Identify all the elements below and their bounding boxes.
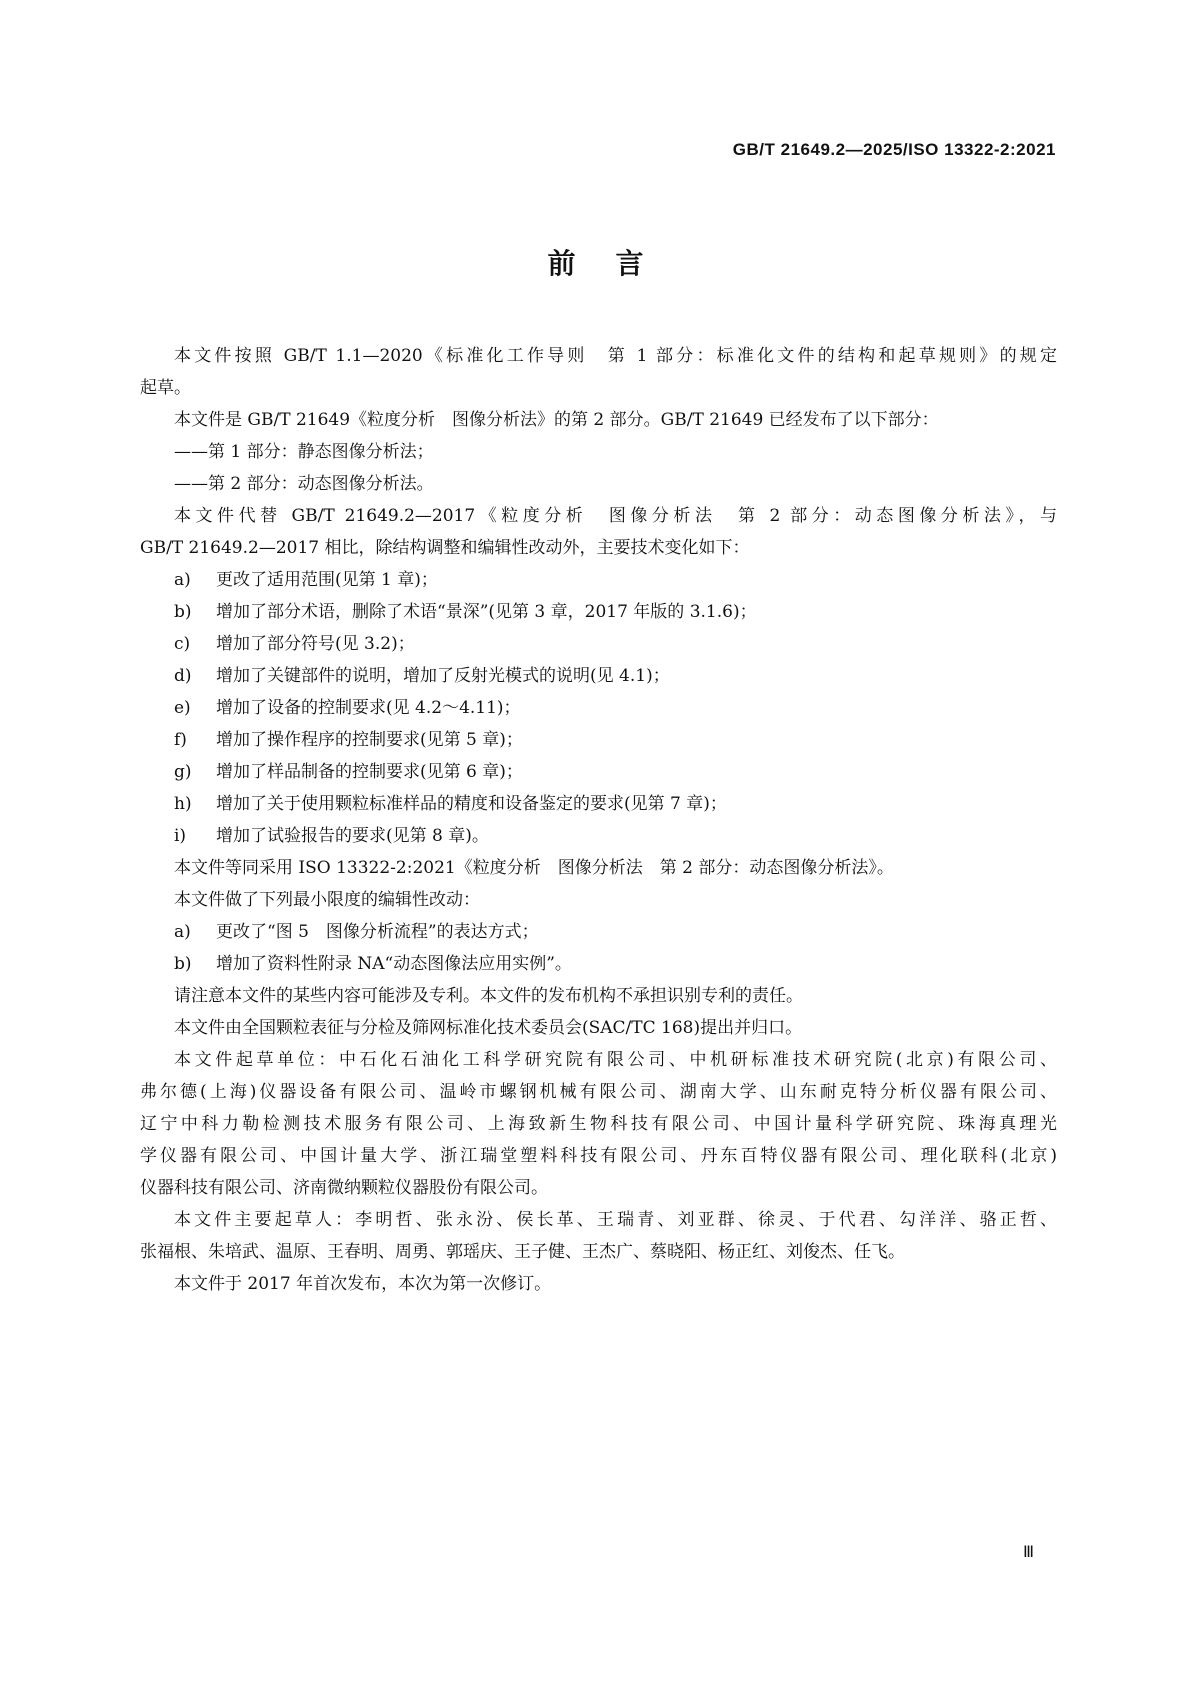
list-marker: a) — [174, 570, 191, 590]
drafting-units-line: 学仪器有限公司、中国计量大学、浙江瑞堂塑料科技有限公司、丹东百特仪器有限公司、理化联科(北京) — [140, 1146, 1057, 1166]
list-text: 增加了设备的控制要求(见 4.2～4.11)； — [216, 698, 521, 718]
list-marker: d) — [174, 666, 192, 686]
list-marker: b) — [174, 602, 192, 622]
list-item — [140, 724, 1057, 756]
drafters-line: 张福根、朱培武、温原、王春明、周勇、郭瑶庆、王子健、王杰广、蔡晓阳、杨正红、刘俊杰、任飞。 — [140, 1242, 905, 1262]
list-text: 增加了资料性附录 NA“动态图像法应用实例”。 — [216, 954, 572, 974]
paragraph-iso-adoption: 本文件等同采用 ISO 13322-2:2021《粒度分析 图像分析法 第 2 部分：动态图像分析法》。 — [174, 858, 894, 878]
list-text: 增加了部分符号(见 3.2)； — [216, 634, 415, 654]
list-item — [140, 948, 1057, 980]
list-item — [140, 596, 1057, 628]
paragraph-basis-line1: 本文件按照 GB/T 1.1—2020《标准化工作导则 第 1 部分：标准化文件的结构和起草规则》的规定 — [174, 346, 1057, 366]
list-marker: b) — [174, 954, 192, 974]
paragraph-history: 本文件于 2017 年首次发布，本次为第一次修订。 — [174, 1274, 552, 1294]
drafting-units-line: 辽宁中科力勒检测技术服务有限公司、上海致新生物科技有限公司、中国计量科学研究院、珠海真理光 — [140, 1114, 1057, 1134]
list-item — [140, 628, 1057, 660]
part-list-item: ——第 2 部分：动态图像分析法。 — [174, 474, 434, 494]
document-body — [140, 340, 1057, 1300]
list-text: 增加了部分术语，删除了术语“景深”(见第 3 章，2017 年版的 3.1.6)； — [216, 602, 757, 622]
paragraph-patent: 请注意本文件的某些内容可能涉及专利。本文件的发布机构不承担识别专利的责任。 — [174, 986, 803, 1006]
drafting-units — [140, 1044, 1057, 1204]
list-item — [140, 756, 1057, 788]
list-marker: f) — [174, 730, 187, 750]
list-text: 增加了样品制备的控制要求(见第 6 章)； — [216, 762, 523, 782]
list-text: 增加了关键部件的说明，增加了反射光模式的说明(见 4.1)； — [216, 666, 670, 686]
list-marker: e) — [174, 698, 191, 718]
list-text: 更改了“图 5 图像分析流程”的表达方式； — [216, 922, 539, 942]
list-item — [140, 660, 1057, 692]
list-item — [140, 564, 1057, 596]
list-item — [140, 692, 1057, 724]
paragraph-basis-line2: 起草。 — [140, 378, 191, 398]
list-marker: a) — [174, 922, 191, 942]
drafters-line: 本文件主要起草人：李明哲、张永汾、侯长革、王瑞青、刘亚群、徐灵、于代君、勾洋洋、骆正哲、 — [174, 1210, 1057, 1230]
paragraph-proposed: 本文件由全国颗粒表征与分检及筛网标准化技术委员会(SAC/TC 168)提出并归口。 — [174, 1018, 803, 1038]
drafting-units-line: 仪器科技有限公司、济南微纳颗粒仪器股份有限公司。 — [140, 1178, 548, 1198]
standard-number: GB/T 21649.2—2025/ISO 13322-2:2021 — [732, 140, 1056, 159]
drafting-units-line: 弗尔德(上海)仪器设备有限公司、温岭市螺钢机械有限公司、湖南大学、山东耐克特分析仪器有限公司、 — [140, 1082, 1057, 1102]
part-list-item: ——第 1 部分：静态图像分析法； — [174, 442, 434, 462]
editorial-changes-list — [140, 916, 1057, 980]
drafting-units-line: 本文件起草单位：中石化石油化工科学研究院有限公司、中机研标准技术研究院(北京)有限公司、 — [174, 1050, 1057, 1070]
list-marker: c) — [174, 634, 191, 654]
paragraph-editorial: 本文件做了下列最小限度的编辑性改动： — [174, 890, 480, 910]
list-item — [140, 916, 1057, 948]
list-marker: h) — [174, 794, 192, 814]
list-item — [140, 820, 1057, 852]
list-text: 增加了操作程序的控制要求(见第 5 章)； — [216, 730, 523, 750]
list-marker: g) — [174, 762, 192, 782]
paragraph-replaces-line2: GB/T 21649.2—2017 相比，除结构调整和编辑性改动外，主要技术变化如下： — [140, 538, 750, 558]
technical-changes-list — [140, 564, 1057, 852]
list-text: 更改了适用范围(见第 1 章)； — [216, 570, 438, 590]
list-text: 增加了试验报告的要求(见第 8 章)。 — [216, 826, 489, 846]
list-item — [140, 788, 1057, 820]
paragraph-replaces-line1: 本文件代替 GB/T 21649.2—2017《粒度分析 图像分析法 第 2 部分：动态图像分析法》，与 — [174, 506, 1057, 526]
list-text: 增加了关于使用颗粒标准样品的精度和设备鉴定的要求(见第 7 章)； — [216, 794, 727, 814]
page-number: Ⅲ — [1022, 1544, 1034, 1561]
list-marker: i) — [174, 826, 187, 846]
drafters — [140, 1204, 1057, 1268]
paragraph-part-of: 本文件是 GB/T 21649《粒度分析 图像分析法》的第 2 部分。GB/T 21649 已经发布了以下部分： — [174, 410, 939, 430]
page-title: 前言 — [547, 247, 684, 280]
